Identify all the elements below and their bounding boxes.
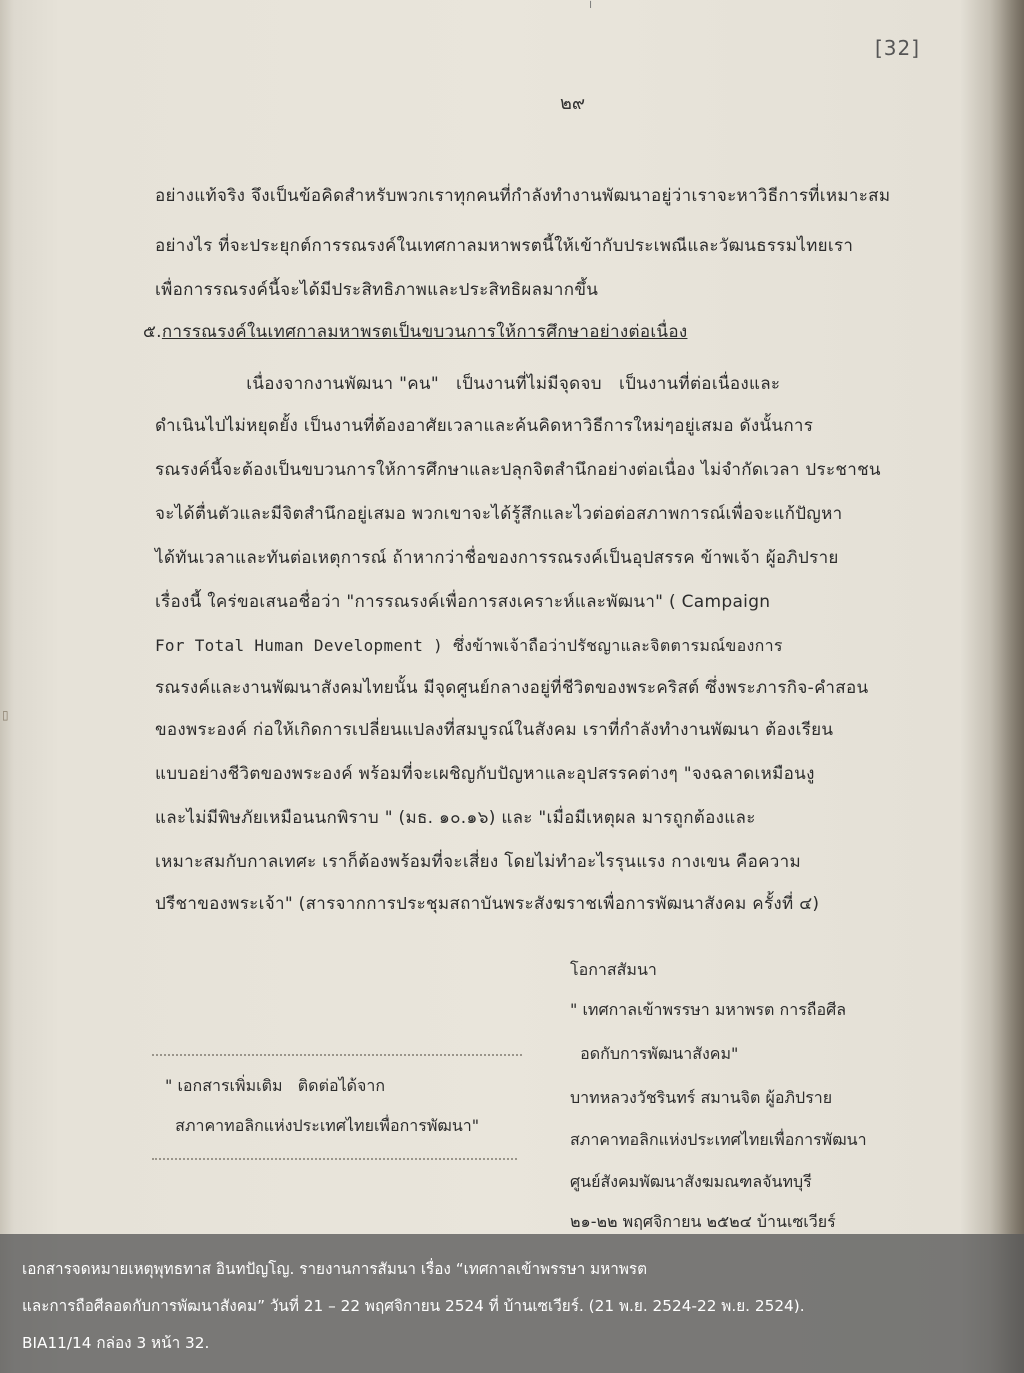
paragraph-line: ของพระองค์ ก่อให้เกิดการเปลี่ยนแปลงที่สมบูรณ์ในสังคม เราที่กำลังทำงานพัฒนา ต้องเรียน <box>155 720 834 740</box>
seminar-info-line: อดกับการพัฒนาสังคม" <box>570 1044 739 1063</box>
page-number: ๒๙ <box>560 93 586 114</box>
caption-line: BIA11/14 กล่อง 3 หน้า 32. <box>22 1334 210 1352</box>
seminar-info-line: ศูนย์สังคมพัฒนาสังฆมณฑลจันทบุรี <box>570 1172 812 1191</box>
margin-mark: ▯ <box>2 708 9 722</box>
seminar-info-line: " เทศกาลเข้าพรรษา มหาพรต การถือศีล <box>570 1000 847 1019</box>
top-edge-mark: ╷ <box>587 0 595 8</box>
section-heading <box>143 318 687 345</box>
body-line: อย่างแท้จริง จึงเป็นข้อคิดสำหรับพวกเราทุกคนที่กำลังทำงานพัฒนาอยู่ว่าเราจะหาวิธีการที่เหมาะสม <box>155 186 891 206</box>
paragraph-line: ได้ทันเวลาและทันต่อเหตุการณ์ ถ้าหากว่าชื่อของการรณรงค์เป็นอุปสรรค ข้าพเจ้า ผู้อภิปราย <box>155 548 839 568</box>
body-line: เพื่อการรณรงค์นี้จะได้มีประสิทธิภาพและประสิทธิผลมากขึ้น <box>155 280 599 300</box>
paragraph-line: เนื่องจากงานพัฒนา "คน" เป็นงานที่ไม่มีจุดจบ เป็นงานที่ต่อเนื่องและ <box>155 374 781 394</box>
section-heading-text: การรณรงค์ในเทศกาลมหาพรตเป็นขบวนการให้การศึกษาอย่างต่อเนื่อง <box>161 322 688 342</box>
archive-number: [32] <box>875 36 921 60</box>
seminar-info-line: ๒๑-๒๒ พฤศจิกายน ๒๕๒๔ บ้านเซเวียร์ <box>570 1212 836 1231</box>
caption-line: และการถือศีลอดกับการพัฒนาสังคม” วันที่ 21 – 22 พฤศจิกายน 2524 ที่ บ้านเซเวียร์. (21 พ.ย. 2524-22 พ.ย. 2524). <box>22 1297 805 1315</box>
paragraph-line: For Total Human Development ) ซึ่งข้าพเจ้าถือว่าปรัชญาและจิตตารมณ์ของการ <box>155 636 783 655</box>
paragraph-line: เรื่องนี้ ใคร่ขอเสนอชื่อว่า "การรณรงค์เพื่อการสงเคราะห์และพัฒนา" ( Campaign <box>155 592 771 612</box>
seminar-info-line: บาทหลวงวัชรินทร์ สมานจิต ผู้อภิปราย <box>570 1088 833 1107</box>
paragraph-line: เหมาะสมกับกาลเทศะ เราก็ต้องพร้อมที่จะเสี่ยง โดยไม่ทำอะไรรุนแรง กางเขน คือความ <box>155 852 801 872</box>
paragraph-line: รณรงค์และงานพัฒนาสังคมไทยนั้น มีจุดศูนย์กลางอยู่ที่ชีวิตของพระคริสต์ ซึ่งพระภารกิจ-คำสอน <box>155 678 869 698</box>
paragraph-line: ดำเนินไปไม่หยุดยั้ง เป็นงานที่ต้องอาศัยเวลาและค้นคิดหาวิธีการใหม่ๆอยู่เสมอ ดังนั้นการ <box>155 416 814 436</box>
dotted-divider <box>152 1158 517 1160</box>
caption-line: เอกสารจดหมายเหตุพุทธทาส อินทปัญโญ. รายงานการสัมนา เรื่อง “เทศกาลเข้าพรรษา มหาพรต <box>22 1260 648 1278</box>
contact-note-line: " เอกสารเพิ่มเติม ติดต่อได้จาก <box>165 1076 386 1095</box>
seminar-info-line: สภาคาทอลิกแห่งประเทศไทยเพื่อการพัฒนา <box>570 1130 867 1149</box>
paragraph-line: ปรีชาของพระเจ้า" (สารจากการประชุมสถาบันพระสังฆราชเพื่อการพัฒนาสังคม ครั้งที่ ๔) <box>155 894 820 914</box>
body-line: อย่างไร ที่จะประยุกต์การรณรงค์ในเทศกาลมหาพรตนี้ให้เข้ากับประเพณีและวัฒนธรรมไทยเรา <box>155 236 854 256</box>
dotted-divider <box>152 1054 522 1056</box>
paragraph-line: จะได้ตื่นตัวและมีจิตสำนึกอยู่เสมอ พวกเขาจะได้รู้สึกและไวต่อต่อสภาพการณ์เพื่อจะแก้ปัญหา <box>155 504 843 524</box>
contact-note-line: สภาคาทอลิกแห่งประเทศไทยเพื่อการพัฒนา" <box>165 1116 480 1135</box>
book-fold-shadow <box>990 0 1024 1373</box>
section-heading-number: ๕. <box>143 322 162 342</box>
paragraph-line: แบบอย่างชีวิตของพระองค์ พร้อมที่จะเผชิญกับปัญหาและอุปสรรคต่างๆ "จงฉลาดเหมือนงู <box>155 764 815 784</box>
archive-caption <box>0 1234 1024 1373</box>
paragraph-line: รณรงค์นี้จะต้องเป็นขบวนการให้การศึกษาและปลุกจิตสำนึกอย่างต่อเนื่อง ไม่จำกัดเวลา ประชาชน <box>155 460 881 480</box>
seminar-info-line: โอกาสสัมนา <box>570 960 657 979</box>
paragraph-line: และไม่มีพิษภัยเหมือนนกพิราบ " (มธ. ๑๐.๑๖) และ "เมื่อมีเหตุผล มารถูกต้องและ <box>155 808 756 828</box>
